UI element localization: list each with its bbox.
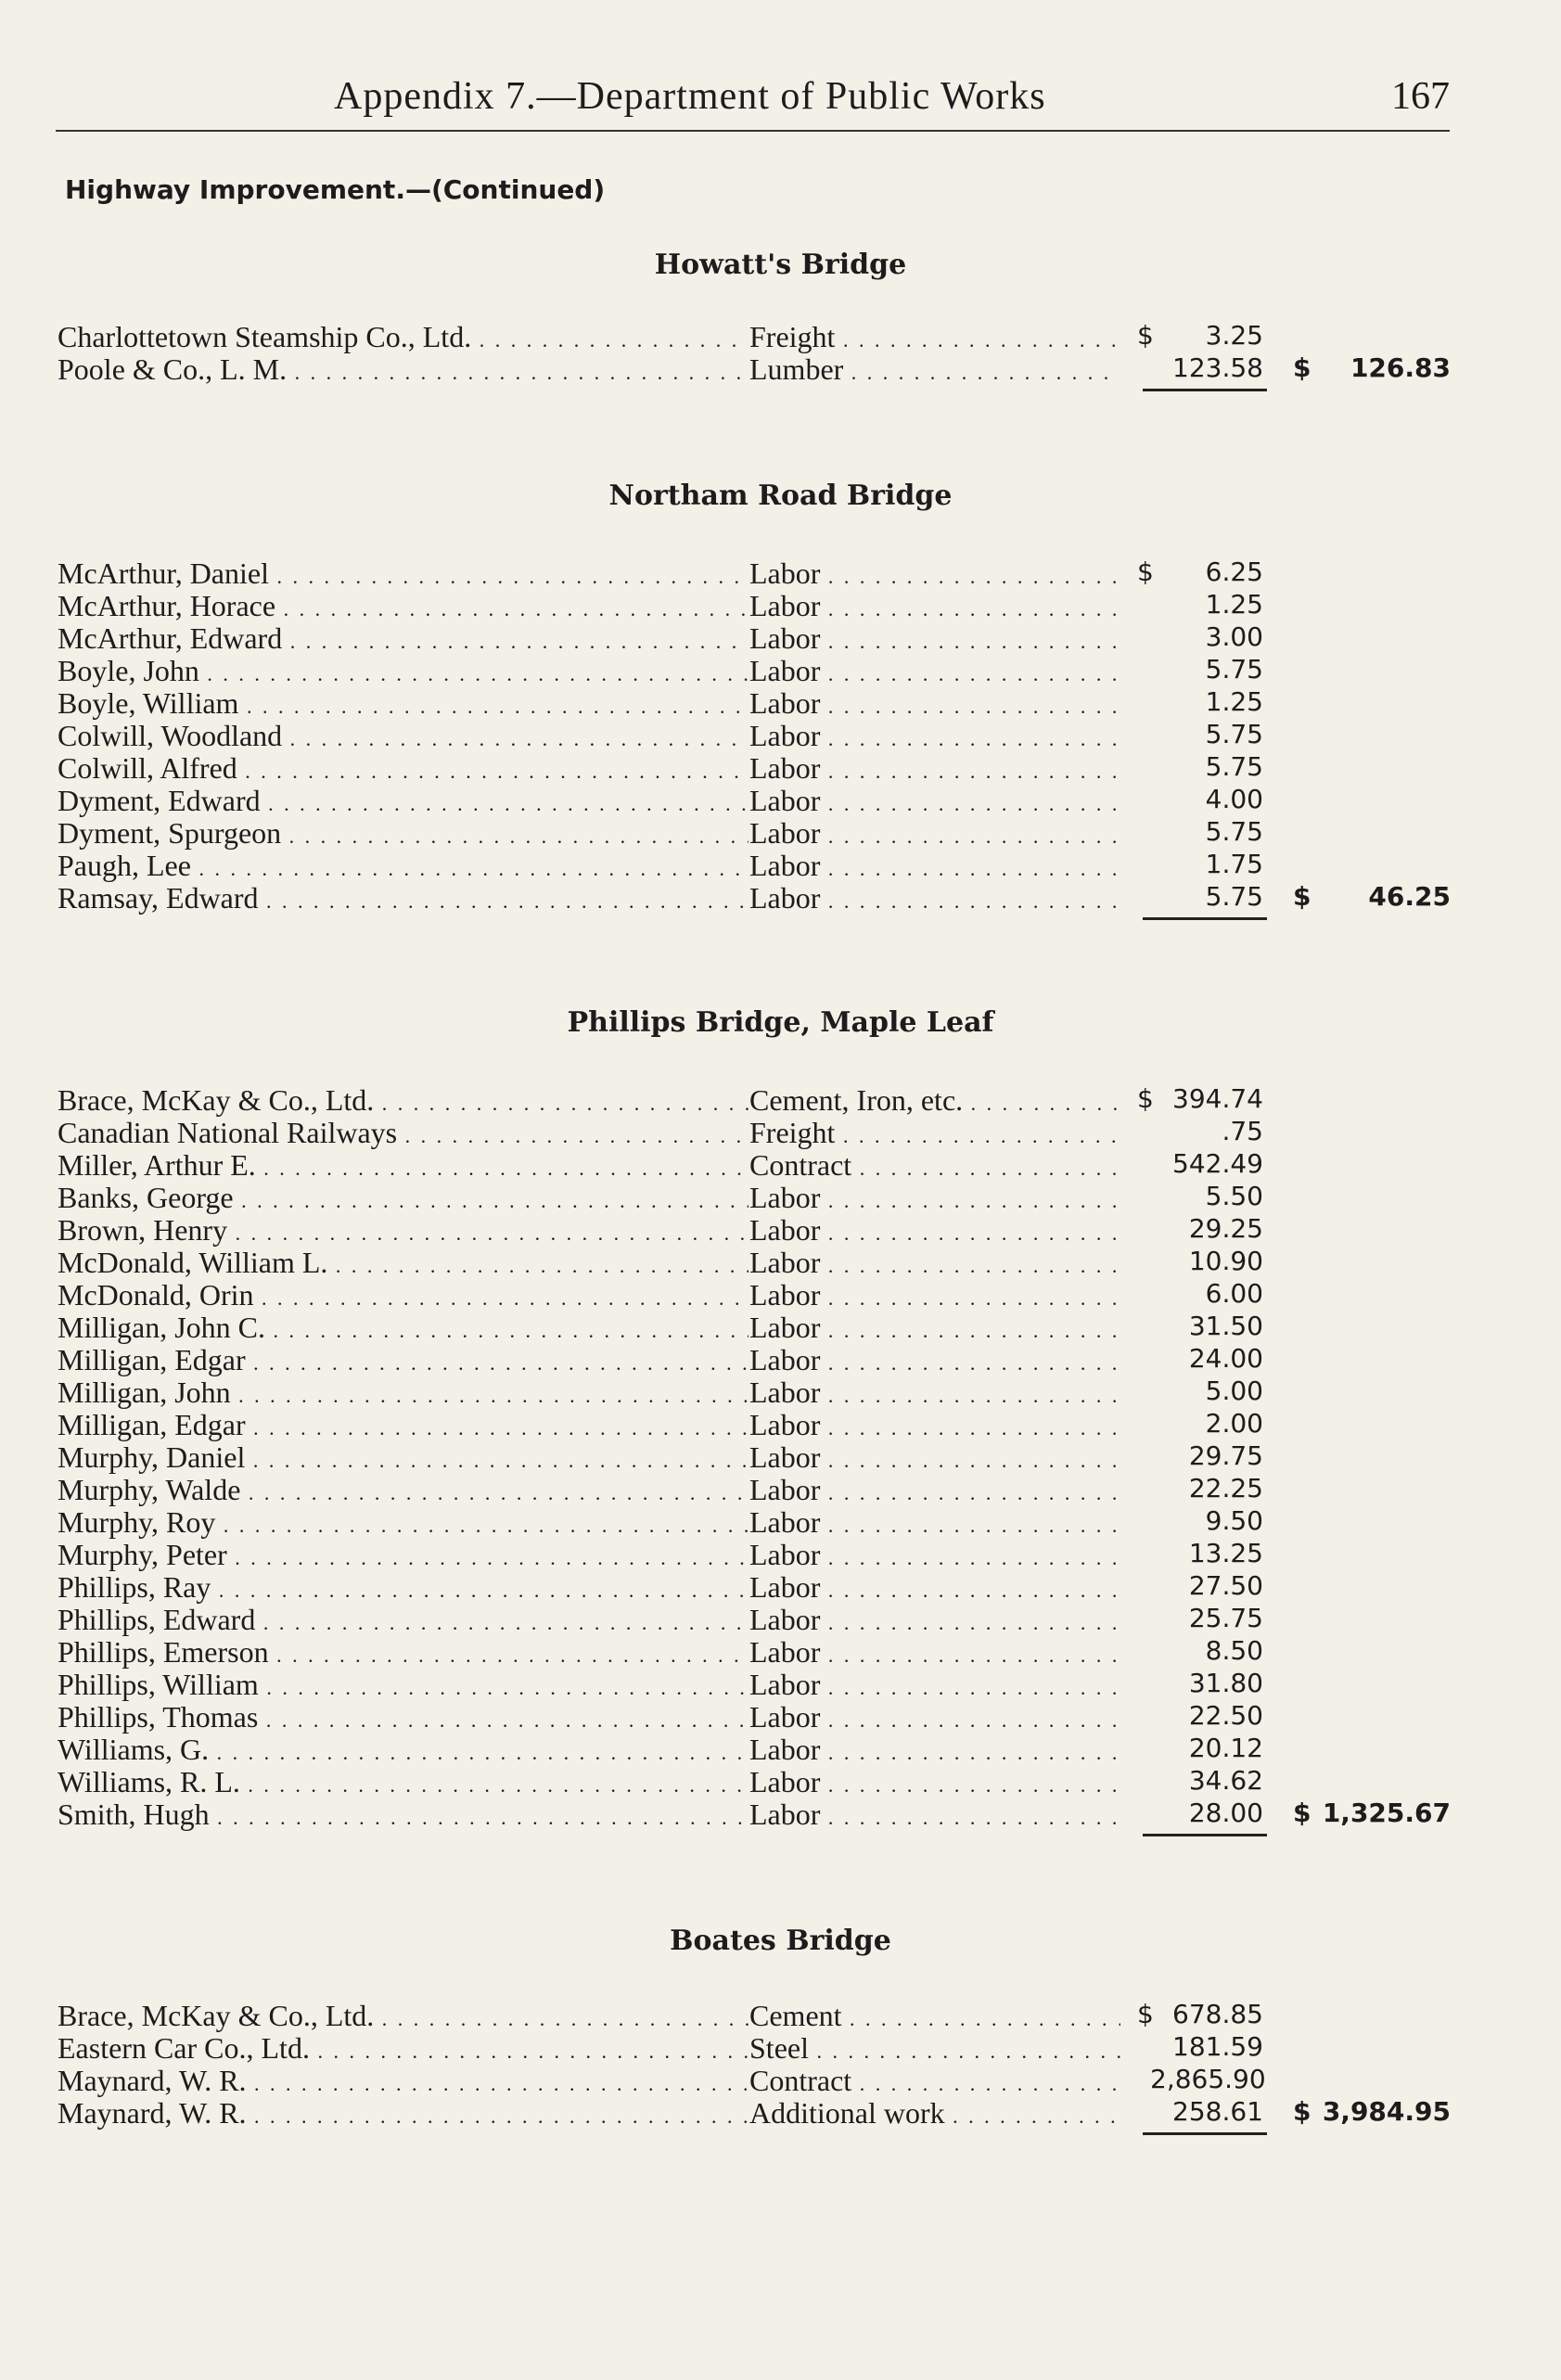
amount: 29.75 — [1188, 1440, 1263, 1471]
expense-item: Labor . . . — [749, 589, 1120, 623]
amount: 31.50 — [1188, 1311, 1263, 1341]
payee-name: Miller, Arthur E. . . . — [58, 1148, 749, 1183]
amount: 6.25 — [1205, 557, 1263, 587]
expense-item: Labor . . . — [749, 654, 1120, 688]
payee-name: Brace, McKay & Co., Ltd. . . . — [58, 1999, 749, 2033]
ledger-row — [0, 1083, 1561, 1117]
payee-name: Boyle, John . . . — [58, 654, 749, 688]
amount: 1.75 — [1205, 849, 1263, 879]
amount: 3.00 — [1205, 621, 1263, 652]
ledger-row — [0, 352, 1561, 386]
ledger-row — [0, 1668, 1561, 1701]
expense-item: Labor . . . — [749, 784, 1120, 818]
amount: 25.75 — [1188, 1603, 1263, 1633]
expense-item: Labor . . . — [749, 1505, 1120, 1540]
running-head — [56, 65, 1450, 132]
amount: 2.00 — [1205, 1408, 1263, 1439]
expense-item: Steel . . . — [749, 2031, 1120, 2066]
expense-item: Labor . . . — [749, 1376, 1120, 1410]
total-dollar-sign: $ — [1293, 352, 1311, 383]
expense-item: Labor . . . — [749, 1603, 1120, 1637]
expense-item: Labor . . . — [749, 849, 1120, 883]
expense-item: Labor . . . — [749, 1473, 1120, 1507]
amount: 4.00 — [1205, 784, 1263, 814]
subtotal-rule — [1143, 2132, 1267, 2135]
dollar-sign: $ — [1137, 557, 1154, 587]
payee-name: Phillips, Emerson . . . — [58, 1635, 749, 1670]
ledger-row — [0, 1733, 1561, 1766]
expense-item: Additional work . . . — [749, 2096, 1120, 2130]
payee-name: Smith, Hugh . . . — [58, 1798, 749, 1832]
payee-name: Murphy, Daniel . . . — [58, 1440, 749, 1475]
expense-item: Labor . . . — [749, 1538, 1120, 1572]
ledger-row — [0, 849, 1561, 882]
amount: 5.75 — [1205, 719, 1263, 749]
ledger-row — [0, 686, 1561, 720]
payee-name: Milligan, Edgar . . . — [58, 1408, 749, 1442]
ledger-row — [0, 1603, 1561, 1636]
section-heading: Highway Improvement.—(Continued) — [65, 174, 606, 205]
payee-name: Phillips, William . . . — [58, 1668, 749, 1702]
payee-name: Phillips, Thomas . . . — [58, 1700, 749, 1734]
ledger-row — [0, 1765, 1561, 1798]
expense-item: Labor . . . — [749, 719, 1120, 753]
payee-name: Maynard, W. R. . . . — [58, 2096, 749, 2130]
amount: 258.61 — [1172, 2096, 1263, 2127]
ledger-row — [0, 1343, 1561, 1376]
payee-name: Colwill, Alfred . . . — [58, 751, 749, 786]
amount: 394.74 — [1172, 1083, 1263, 1114]
amount: 27.50 — [1188, 1570, 1263, 1601]
payee-name: Milligan, John . . . — [58, 1376, 749, 1410]
expense-item: Labor . . . — [749, 1343, 1120, 1377]
ledger-row — [0, 557, 1561, 590]
amount: 1.25 — [1205, 589, 1263, 620]
ledger-row — [0, 654, 1561, 687]
expense-item: Labor . . . — [749, 1700, 1120, 1734]
amount: 9.50 — [1205, 1505, 1263, 1536]
ledger-row — [0, 2096, 1561, 2130]
amount: 542.49 — [1172, 1148, 1263, 1179]
dollar-sign: $ — [1137, 1083, 1154, 1114]
amount: .75 — [1222, 1116, 1263, 1146]
dollar-sign: $ — [1137, 1999, 1154, 2029]
expense-item: Cement . . . — [749, 1999, 1120, 2033]
payee-name: Colwill, Woodland . . . — [58, 719, 749, 753]
page-number: 167 — [1391, 75, 1450, 118]
payee-name: Murphy, Peter . . . — [58, 1538, 749, 1572]
ledger-row — [0, 1376, 1561, 1409]
payee-name: McDonald, William L. . . . — [58, 1246, 749, 1280]
expense-item: Labor . . . — [749, 1181, 1120, 1215]
amount: 5.75 — [1205, 816, 1263, 847]
payee-name: Phillips, Ray . . . — [58, 1570, 749, 1605]
expense-item: Labor . . . — [749, 1635, 1120, 1670]
expense-item: Labor . . . — [749, 1311, 1120, 1345]
expense-item: Labor . . . — [749, 751, 1120, 786]
ledger-row — [0, 1700, 1561, 1734]
ledger-row — [0, 1311, 1561, 1344]
expense-item: Labor . . . — [749, 1246, 1120, 1280]
amount: 24.00 — [1188, 1343, 1263, 1374]
amount: 5.50 — [1205, 1181, 1263, 1211]
ledger-row — [0, 1798, 1561, 1831]
ledger-row — [0, 1213, 1561, 1247]
ledger-row — [0, 1999, 1561, 2032]
ledger-row — [0, 1148, 1561, 1182]
payee-name: Maynard, W. R. . . . — [58, 2064, 749, 2098]
total-dollar-sign: $ — [1293, 1798, 1311, 1828]
amount: 31.80 — [1188, 1668, 1263, 1698]
expense-item: Labor . . . — [749, 621, 1120, 656]
amount: 34.62 — [1188, 1765, 1263, 1796]
payee-name: Paugh, Lee . . . — [58, 849, 749, 883]
group-title: Howatt's Bridge — [654, 249, 907, 281]
expense-item: Labor . . . — [749, 1668, 1120, 1702]
group-title: Boates Bridge — [670, 1925, 891, 1957]
ledger-row — [0, 784, 1561, 817]
payee-name: McArthur, Edward . . . — [58, 621, 749, 656]
payee-name: Milligan, John C. . . . — [58, 1311, 749, 1345]
ledger-row — [0, 589, 1561, 622]
payee-name: Eastern Car Co., Ltd. . . . — [58, 2031, 749, 2066]
group-total: 46.25 — [1368, 881, 1451, 912]
expense-item: Contract . . . — [749, 1148, 1120, 1183]
expense-item: Labor . . . — [749, 557, 1120, 591]
expense-item: Labor . . . — [749, 1440, 1120, 1475]
payee-name: Charlottetown Steamship Co., Ltd. . . . — [58, 320, 749, 354]
amount: 20.12 — [1188, 1733, 1263, 1763]
payee-name: Phillips, Edward . . . — [58, 1603, 749, 1637]
expense-item: Freight . . . — [749, 1116, 1120, 1150]
payee-name: Williams, G. . . . — [58, 1733, 749, 1767]
amount: 5.75 — [1205, 654, 1263, 685]
amount: 29.25 — [1188, 1213, 1263, 1244]
ledger-row — [0, 1635, 1561, 1669]
payee-name: Williams, R. L. . . . — [58, 1765, 749, 1799]
amount: 6.00 — [1205, 1278, 1263, 1309]
payee-name: Brown, Henry . . . — [58, 1213, 749, 1248]
amount: 123.58 — [1172, 352, 1263, 383]
payee-name: Ramsay, Edward . . . — [58, 881, 749, 915]
ledger-row — [0, 1246, 1561, 1279]
expense-item: Labor . . . — [749, 1765, 1120, 1799]
amount: 678.85 — [1172, 1999, 1263, 2029]
expense-item: Lumber . . . — [749, 352, 1120, 387]
amount: 3.25 — [1205, 320, 1263, 351]
expense-item: Labor . . . — [749, 1570, 1120, 1605]
payee-name: Brace, McKay & Co., Ltd. . . . — [58, 1083, 749, 1118]
payee-name: McArthur, Horace . . . — [58, 589, 749, 623]
payee-name: Dyment, Edward . . . — [58, 784, 749, 818]
ledger-row — [0, 1440, 1561, 1474]
expense-item: Labor . . . — [749, 1733, 1120, 1767]
expense-item: Labor . . . — [749, 816, 1120, 851]
ledger-row — [0, 1505, 1561, 1539]
amount: 8.50 — [1205, 1635, 1263, 1666]
payee-name: Banks, George . . . — [58, 1181, 749, 1215]
amount: 28.00 — [1188, 1798, 1263, 1828]
ledger-row — [0, 1473, 1561, 1506]
ledger-row — [0, 1570, 1561, 1604]
amount: 22.25 — [1188, 1473, 1263, 1503]
ledger-row — [0, 320, 1561, 353]
amount: 5.00 — [1205, 1376, 1263, 1406]
dollar-sign: $ — [1137, 320, 1154, 351]
expense-item: Labor . . . — [749, 1408, 1120, 1442]
ledger-row — [0, 1408, 1561, 1441]
amount: 1.25 — [1205, 686, 1263, 717]
expense-item: Labor . . . — [749, 1213, 1120, 1248]
payee-name: Poole & Co., L. M. . . . — [58, 352, 749, 387]
ledger-row — [0, 2064, 1561, 2097]
payee-name: Canadian National Railways . . . — [58, 1116, 749, 1150]
expense-item: Labor . . . — [749, 881, 1120, 915]
ledger-row — [0, 816, 1561, 850]
payee-name: McArthur, Daniel . . . — [58, 557, 749, 591]
ledger-row — [0, 719, 1561, 752]
amount: 5.75 — [1205, 881, 1263, 912]
ledger-row — [0, 751, 1561, 785]
subtotal-rule — [1143, 917, 1267, 920]
expense-item: Labor . . . — [749, 1798, 1120, 1832]
amount: 181.59 — [1172, 2031, 1263, 2062]
payee-name: McDonald, Orin . . . — [58, 1278, 749, 1312]
amount: 5.75 — [1205, 751, 1263, 782]
group-total: 126.83 — [1350, 352, 1451, 383]
subtotal-rule — [1143, 389, 1267, 391]
ledger-row — [0, 621, 1561, 655]
ledger-row — [0, 1116, 1561, 1149]
expense-item: Freight . . . — [749, 320, 1120, 354]
expense-item: Labor . . . — [749, 1278, 1120, 1312]
amount: 10.90 — [1188, 1246, 1263, 1276]
payee-name: Boyle, William . . . — [58, 686, 749, 721]
group-title: Phillips Bridge, Maple Leaf — [567, 1006, 994, 1039]
ledger-row — [0, 1181, 1561, 1214]
subtotal-rule — [1143, 1834, 1267, 1836]
payee-name: Milligan, Edgar . . . — [58, 1343, 749, 1377]
amount: 22.50 — [1188, 1700, 1263, 1731]
payee-name: Dyment, Spurgeon . . . — [58, 816, 749, 851]
ledger-row — [0, 1538, 1561, 1571]
amount: 13.25 — [1188, 1538, 1263, 1568]
expense-item: Labor . . . — [749, 686, 1120, 721]
group-total: 1,325.67 — [1322, 1798, 1451, 1828]
ledger-row — [0, 1278, 1561, 1312]
group-title: Northam Road Bridge — [608, 480, 953, 512]
expense-item: Cement, Iron, etc. . . . — [749, 1083, 1120, 1118]
total-dollar-sign: $ — [1293, 2096, 1311, 2127]
payee-name: Murphy, Walde . . . — [58, 1473, 749, 1507]
total-dollar-sign: $ — [1293, 881, 1311, 912]
amount: 2,865.90 — [1150, 2064, 1266, 2094]
expense-item: Contract . . . — [749, 2064, 1120, 2098]
group-total: 3,984.95 — [1322, 2096, 1451, 2127]
ledger-row — [0, 881, 1561, 915]
payee-name: Murphy, Roy . . . — [58, 1505, 749, 1540]
ledger-row — [0, 2031, 1561, 2065]
running-title: Appendix 7.—Department of Public Works — [334, 75, 1046, 118]
